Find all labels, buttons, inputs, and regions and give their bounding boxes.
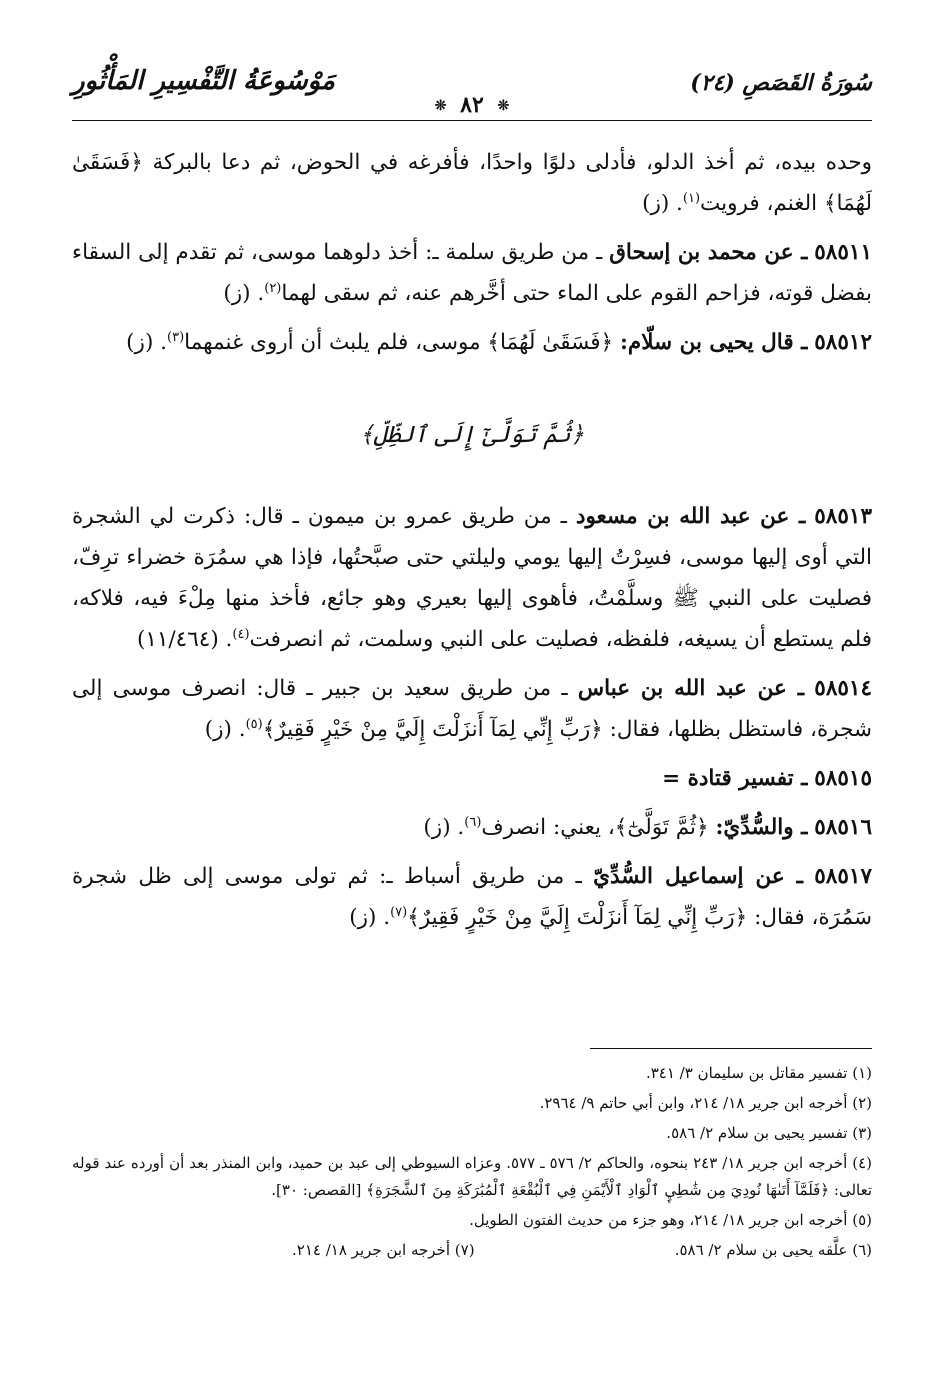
paragraph-tail: . (ز) [223,281,265,306]
paragraph [72,807,872,848]
footnote: (٢) أخرجه ابن جرير ١٨/ ٢١٤، وابن أبي حاتم ٩/ ٢٩٦٤. [539,1094,872,1112]
athar-number: ٥٨٥١٦ [814,815,872,840]
ornament-icon: ❊ [434,98,447,114]
paragraph-text: وحده بيده، ثم أخذ الدلو، فأدلى دلوًا واحدًا، فأفرغه في الحوض، ثم دعا بالبركة ﴿فَسَقَىٰ لَهُمَا﴾ الغنم، فرويت [72,150,872,216]
footnote: (١) تفسير مقاتل بن سليمان ٣/ ٣٤١. [645,1064,872,1082]
book-title: مَوْسُوعَةُ التَّفْسِيرِ المَأْثُورِ [72,66,335,96]
footnotes [72,1060,872,1264]
paragraph-tail: . (ز) [349,905,391,930]
narrator: ـ عن عبد الله بن عباس [577,676,805,701]
athar-number: ٥٨٥١١ [814,240,872,265]
ornament-icon: ❊ [497,98,510,114]
paragraph [72,496,872,660]
paragraph [72,232,872,314]
header-rule [72,120,872,121]
footnote-rule [590,1048,872,1049]
paragraph [72,142,872,224]
footnote: (٥) أخرجه ابن جرير ١٨/ ٢١٤، وهو جزء من حديث الفتون الطويل. [469,1211,872,1229]
page-number: ٨٢ [460,92,484,118]
footnote: (٤) أخرجه ابن جرير ١٨/ ٢٤٣ بنحوه، والحاكم ٢/ ٥٧٦ ـ ٥٧٧. وعزاه السيوطي إلى عبد بن حميد، وابن المنذر بعد أن أورده عند قوله تعالى: ﴿فَلَمَّآ أَتَىٰهَا نُودِيَ مِن شَٰطِيِٕ ٱلْوَادِ ٱلْأَيْمَنِ فِي ٱلْبُقْعَةِ ٱلْمُبَٰرَكَةِ مِنَ ٱلشَّجَرَةِ﴾ [القصص: ٣٠]. [72,1154,873,1199]
footnote: (٦) علَّقه يحيى بن سلام ٢/ ٥٨٦. [674,1241,872,1259]
athar-number: ٥٨٥١٣ [814,504,872,529]
footnote-ref: (٦) [464,814,482,830]
footnote-ref: (٤) [232,626,250,642]
footnote-ref: (١) [682,190,701,206]
paragraph-tail: . (ز) [204,717,246,742]
footnote: (٣) تفسير يحيى بن سلام ٢/ ٥٨٦. [666,1124,872,1142]
main-text [72,142,872,946]
footnote: (٧) أخرجه ابن جرير ١٨/ ٢١٤. [292,1241,475,1259]
athar-number: ٥٨٥١٢ [814,330,872,355]
athar-number: ٥٨٥١٧ [814,864,872,889]
page-number-block [429,92,515,118]
footnote-ref: (٧) [390,904,408,920]
paragraph [72,856,872,938]
paragraph [72,758,872,799]
narrator: ـ قال يحيى بن سلّام: [620,330,808,355]
narrator: ـ عن محمد بن إسحاق [609,240,808,265]
footnote-ref: (٢) [264,280,282,296]
paragraph-text: ـ من طريق سلمة ـ: أخذ دلوهما موسى، ثم تقدم إلى السقاء بفضل قوته، فزاحم القوم على الماء حتى أخَّرهم عنه، ثم سقى لهما [72,240,872,306]
footnote-row [72,1237,872,1264]
paragraph [72,668,872,750]
narrator: ـ تفسير قتادة = [662,766,808,791]
narrator: ـ عن إسماعيل السُّدِّيّ [593,864,803,889]
paragraph-text: ـ من طريق عمرو بن ميمون ـ قال: ذكرت لي الشجرة التي أوى إليها موسى، فسِرْتُ إليها يومي وليلتي حتى صبَّحتُها، فإذا هي سمُرَة خضراء ترِفّ، فصليت على النبي ﷺ وسلَّمْتُ، فأهوى إليها بعيري وهو جائع، فأخذ منها مِلْءَ فيه، فلاكه، فلم يستطع أن يسيغه، فلفظه، فصليت على النبي وسلمت، ثم انصرفت [72,504,872,652]
narrator: ـ والسُّدِّيّ: [715,815,808,840]
paragraph-tail: . (ز) [642,191,683,216]
paragraph [72,322,872,363]
sura-title: سُورَةُ القَصَصِ (٢٤) [690,70,872,96]
athar-number: ٥٨٥١٥ [814,766,872,791]
athar-number: ٥٨٥١٤ [814,676,873,701]
narrator: ـ عن عبد الله بن مسعود [575,504,806,529]
paragraph-text: ـ من طريق أسباط ـ: ثم تولى موسى إلى ظل شجرة سَمُرَة، فقال: ﴿رَبِّ إِنِّي لِمَآ أَنزَلْتَ إِلَيَّ مِنْ خَيْرٍ فَقِيرٌ﴾ [72,864,872,930]
paragraph-tail: . (ز) [423,815,465,840]
footnote-ref: (٣) [167,329,185,345]
paragraph-text: ﴿ثُمَّ تَوَلَّىٰٓ﴾، يعني: انصرف [481,815,716,840]
section-heading: ﴿ثُمَّ تَوَلَّىٰٓ إِلَى ٱلظِّلِّ﴾ [359,422,585,448]
paragraph-text: ـ من طريق سعيد بن جبير ـ قال: انصرف موسى إلى شجرة، فاستظل بظلها، فقال: ﴿رَبِّ إِنِّي لِمَآ أَنزَلْتَ إِلَيَّ مِنْ خَيْرٍ فَقِيرٌ﴾ [72,676,872,742]
page-header [72,66,872,120]
paragraph-text: ﴿فَسَقَىٰ لَهُمَا﴾ موسى، فلم يلبث أن أروى غنمهما [184,330,620,355]
footnote-ref: (٥) [245,716,263,732]
paragraph-tail: . (ز) [126,330,167,355]
paragraph-tail: . (١١/٤٦٤) [136,627,233,652]
